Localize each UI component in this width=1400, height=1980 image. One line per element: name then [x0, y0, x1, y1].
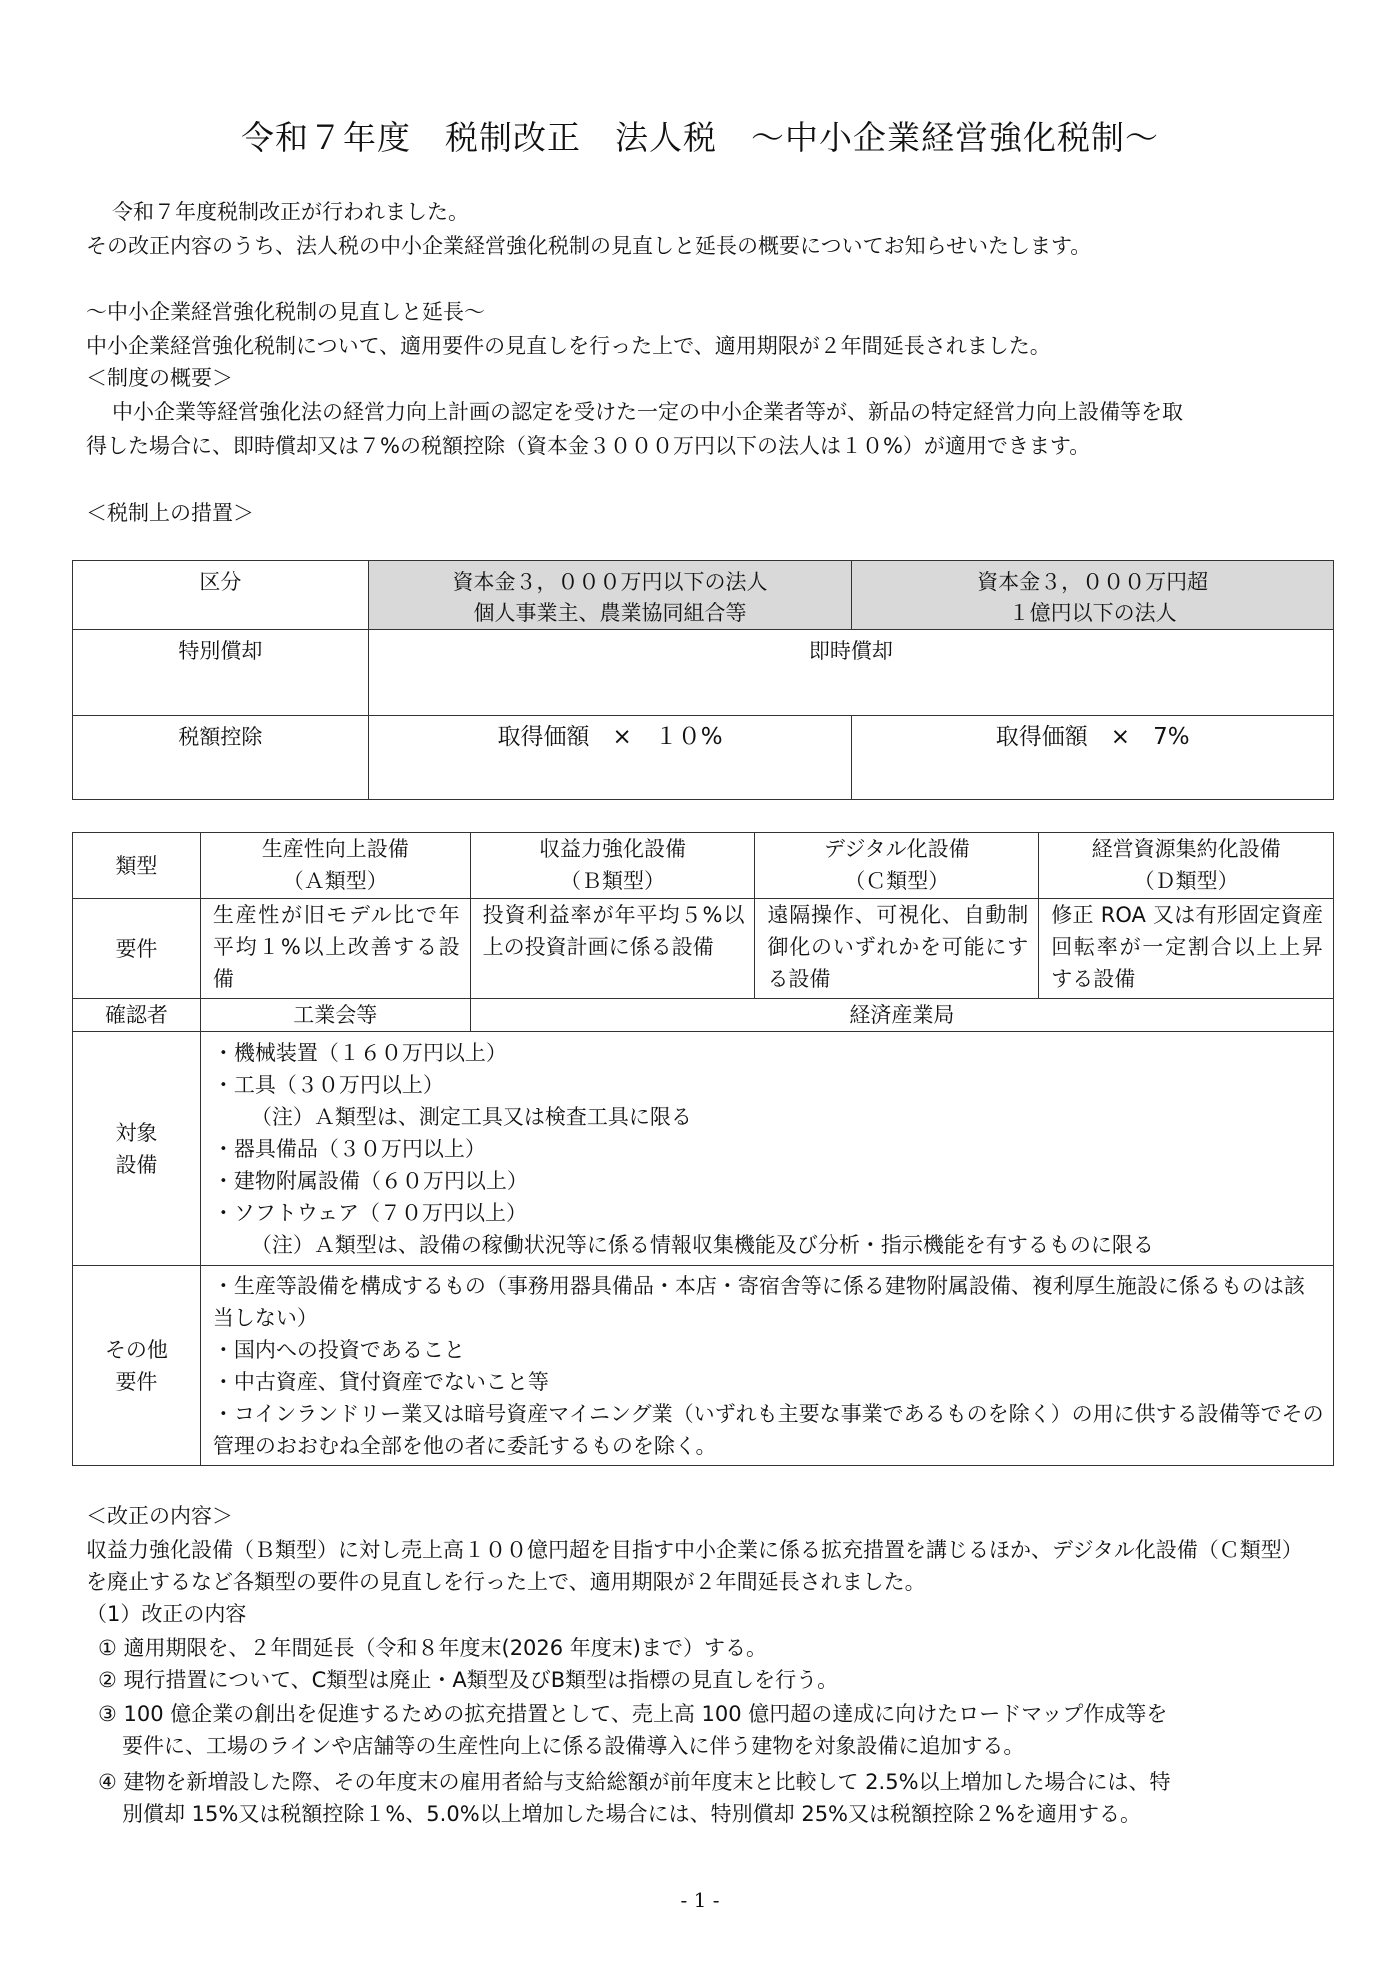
- revision-item-4-line-1: ④ 建物を新増設した際、その年度末の雇用者給与支給総額が前年度末と比較して 2.5%以上増加した場合には、特: [98, 1770, 1171, 1794]
- revision-item-1: ① 適用期限を、２年間延長（令和８年度末(2026 年度末)まで）する。: [98, 1636, 768, 1660]
- type-d-line-2: （Ｄ類型）: [1133, 869, 1239, 893]
- revision-subheading: （1）改正の内容: [86, 1602, 247, 1626]
- equipment-note: （注）Ａ類型は、設備の稼働状況等に係る情報収集機能及び分析・指示機能を有するものに限る: [250, 1232, 1154, 1257]
- equipment-label-line-2: 設備: [115, 1152, 158, 1177]
- overview-line-1: 中小企業等経営強化法の経営力向上計画の認定を受けた一定の中小企業者等が、新品の特定経営力向上設備等を取: [112, 400, 1183, 424]
- type-d-line-1: 経営資源集約化設備: [1091, 837, 1281, 861]
- confirmer-a: 工業会等: [200, 999, 470, 1032]
- measures-heading: ＜税制上の措置＞: [86, 501, 254, 525]
- intro-line-1: 令和７年度税制改正が行われました。: [112, 200, 469, 224]
- measures-table: [72, 560, 1334, 800]
- intro-line-2: その改正内容のうち、法人税の中小企業経営強化税制の見直しと延長の概要についてお知らせいたします。: [86, 234, 1092, 258]
- other-label-line-2: 要件: [115, 1369, 158, 1394]
- other-item: ・国内への投資であること: [212, 1337, 465, 1362]
- type-a-header: [200, 833, 470, 899]
- confirmer-label: 確認者: [73, 999, 201, 1032]
- equipment-label: [73, 1032, 201, 1266]
- revision-text: 収益力強化設備（Ｂ類型）に対し売上高１００億円超を目指す中小企業に係る拡充措置を講じるほか、デジタル化設備（Ｃ類型）を廃止するなど各類型の要件の見直しを行った上で、適用期限が２年間延長されました。: [86, 1538, 1303, 1594]
- requirement-b: 投資利益率が年平均５%以上の投資計画に係る設備: [470, 899, 755, 999]
- revision-item-3-line-1: ③ 100 億企業の創出を促進するための拡充措置として、売上高 100 億円超の達成に向けたロードマップ作成等を: [98, 1702, 1168, 1726]
- equipment-item: ・ソフトウェア（７０万円以上）: [212, 1200, 528, 1225]
- equipment-item: ・工具（３０万円以上）: [212, 1072, 444, 1097]
- equipment-note: （注）Ａ類型は、測定工具又は検査工具に限る: [250, 1104, 692, 1129]
- revision-item-3-line-2: 要件に、工場のラインや店舗等の生産性向上に係る設備導入に伴う建物を対象設備に追加する。: [122, 1734, 1025, 1758]
- equipment-item: ・器具備品（３０万円以上）: [212, 1136, 486, 1161]
- section-text: 中小企業経営強化税制について、適用要件の見直しを行った上で、適用期限が２年間延長されました。: [86, 334, 1051, 358]
- header-small-corp-line-1: 資本金３，０００万円以下の法人: [452, 570, 768, 594]
- revision-heading: ＜改正の内容＞: [86, 1504, 233, 1528]
- other-requirements-list: [200, 1266, 1333, 1466]
- header-small-corp-line-2: 個人事業主、農業協同組合等: [473, 601, 747, 625]
- type-b-header: [470, 833, 755, 899]
- type-a-line-2: （Ａ類型）: [282, 869, 388, 893]
- header-category: 区分: [73, 561, 369, 630]
- row-tax-credit-mid: 取得価額 × 7%: [852, 716, 1334, 800]
- revision-item-2: ② 現行措置について、C類型は廃止・A類型及びB類型は指標の見直しを行う。: [98, 1668, 839, 1692]
- requirement-d: 修正 ROA 又は有形固定資産回転率が一定割合以上上昇する設備: [1039, 899, 1334, 999]
- header-mid-corp-line-2: １億円以下の法人: [1008, 601, 1177, 625]
- row-tax-credit-small: 取得価額 × １０%: [368, 716, 852, 800]
- type-header: 類型: [73, 833, 201, 899]
- revision-item-4-line-2: 別償却 15%又は税額控除１%、5.0%以上増加した場合には、特別償却 25%又は税額控除２%を適用する。: [122, 1802, 1141, 1826]
- header-mid-corp: [852, 561, 1334, 630]
- header-mid-corp-line-1: 資本金３，０００万円超: [977, 570, 1209, 594]
- requirement-a: 生産性が旧モデル比で年平均１%以上改善する設備: [200, 899, 470, 999]
- other-item: ・コインランドリー業又は暗号資産マイニング業（いずれも主要な事業であるものを除く）の用に供する設備等でその管理のおおむね全部を他の者に委託するものを除く。: [212, 1401, 1324, 1458]
- type-b-line-1: 収益力強化設備: [539, 837, 687, 861]
- type-b-line-2: （Ｂ類型）: [560, 869, 666, 893]
- row-special-depreciation-label: 特別償却: [73, 630, 369, 716]
- type-c-header: [755, 833, 1039, 899]
- type-c-line-2: （Ｃ類型）: [844, 869, 950, 893]
- requirement-c: 遠隔操作、可視化、自動制御化のいずれかを可能にする設備: [755, 899, 1039, 999]
- type-c-line-1: デジタル化設備: [823, 837, 970, 861]
- overview-heading: ＜制度の概要＞: [86, 366, 233, 390]
- other-requirements-label: [73, 1266, 201, 1466]
- equipment-list: [200, 1032, 1333, 1266]
- overview-line-2: 得した場合に、即時償却又は７%の税額控除（資本金３０００万円以下の法人は１０%）が適用できます。: [86, 434, 1091, 458]
- other-item: ・中古資産、貸付資産でないこと等: [212, 1369, 549, 1394]
- equipment-item: ・建物附属設備（６０万円以上）: [212, 1168, 528, 1193]
- row-special-depreciation-value: 即時償却: [368, 630, 1333, 716]
- confirmer-bcd: 経済産業局: [470, 999, 1333, 1032]
- other-label-line-1: その他: [104, 1337, 168, 1362]
- row-tax-credit-label: 税額控除: [73, 716, 369, 800]
- page-number: - 1 -: [680, 1888, 720, 1912]
- requirements-label: 要件: [73, 899, 201, 999]
- equipment-label-line-1: 対象: [115, 1120, 158, 1145]
- page-title: 令和７年度 税制改正 法人税 ～中小企業経営強化税制～: [241, 118, 1159, 157]
- section-heading: ～中小企業経営強化税制の見直しと延長～: [86, 300, 485, 324]
- equipment-item: ・機械装置（１６０万円以上）: [212, 1040, 507, 1065]
- equipment-type-table: [72, 832, 1334, 1466]
- other-item: ・生産等設備を構成するもの（事務用器具備品・本店・寄宿舎等に係る建物附属設備、複利厚生施設に係るものは該当しない）: [212, 1273, 1305, 1330]
- type-d-header: [1039, 833, 1334, 899]
- header-small-corp: [368, 561, 852, 630]
- type-a-line-1: 生産性向上設備: [261, 837, 409, 861]
